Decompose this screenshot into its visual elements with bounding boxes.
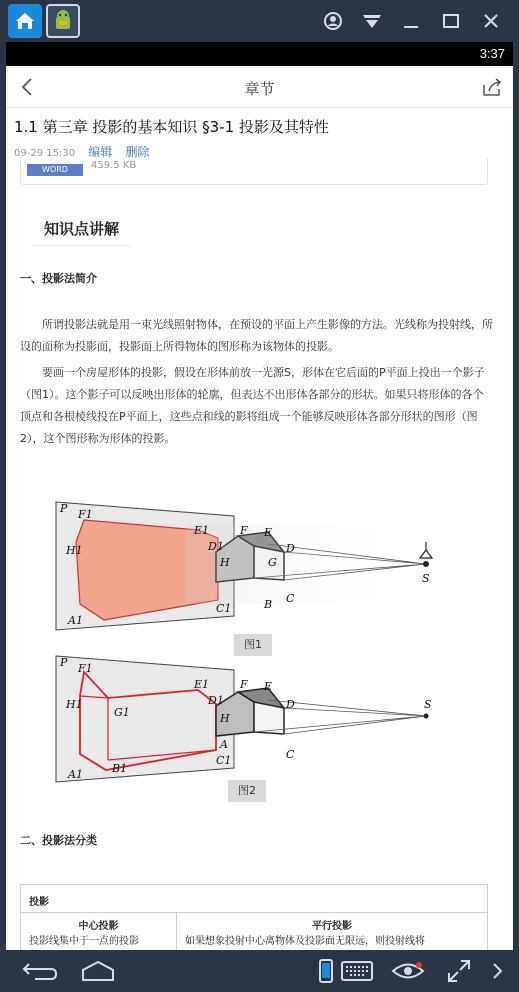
label2-C: C — [286, 748, 295, 761]
label-B: B — [264, 598, 273, 611]
label-D1: D1 — [208, 540, 224, 553]
delete-link[interactable]: 删除 — [125, 145, 150, 159]
central-projection-text: 投影线集中于一点的投影 — [29, 936, 139, 947]
label2-H: H — [220, 712, 230, 725]
subheading-classification: 二、投影法分类 — [20, 834, 97, 847]
label2-F1: F1 — [78, 662, 93, 675]
app-header — [6, 66, 513, 108]
figure-1-caption: 图1 — [234, 634, 272, 656]
label-F: F — [240, 524, 248, 537]
figure-1 — [36, 494, 456, 654]
central-projection-head: 中心投影 — [78, 921, 119, 932]
label2-A1: A1 — [68, 768, 83, 781]
label2-E1: E1 — [194, 678, 210, 691]
figure-2-caption: 图2 — [228, 780, 266, 802]
label2-G1: G1 — [114, 706, 130, 719]
label-A1: A1 — [68, 614, 83, 627]
label-D: D — [286, 542, 295, 555]
parallel-projection-head: 平行投影 — [312, 921, 352, 932]
label2-H1: H1 — [66, 698, 83, 711]
label-H1: H1 — [66, 544, 83, 557]
label2-B1: B1 — [112, 762, 128, 775]
close-icon[interactable] — [478, 8, 504, 34]
label-S: S — [422, 572, 430, 585]
paragraph-house: 要画一个房屋形体的投影，假设在形体前放一光源S，形体在它后面的P平面上投出一个影子（图1）。这个影子可以反映出形体的轮廓，但表达不出形体各部分的形状。如果只将形体的各个顶点和各根棱线投在P平面上，这些点和线的影将组成一个能够反映形体各部分形状的图形（图2），这个图形称为形体的投影。 — [20, 366, 485, 445]
table-row — [21, 913, 487, 950]
classification-table — [20, 884, 488, 950]
keyboard-icon[interactable] — [340, 958, 374, 984]
subheading-intro: 一、投影法简介 — [20, 272, 97, 285]
share-icon[interactable] — [481, 76, 503, 98]
label-E1: E1 — [194, 524, 210, 537]
label2-A: A — [220, 738, 228, 751]
label-E: E — [264, 526, 273, 539]
label-F1: F1 — [78, 508, 93, 521]
parallel-projection-text: 如果想象投射中心离物体及投影面无限远，则投射线将 — [185, 936, 425, 947]
label-H: H — [220, 556, 230, 569]
android-status-bar — [6, 42, 513, 66]
attachment-card[interactable] — [20, 158, 488, 185]
article-title: 1.1 第三章 投影的基本知识 §3-1 投影及其特性 — [14, 118, 329, 136]
figure-2 — [36, 650, 456, 804]
label2-P: P — [60, 656, 68, 669]
file-size: 459.5 KB — [91, 160, 137, 171]
label2-F: F — [240, 678, 248, 691]
header-title: 章节 — [244, 80, 275, 98]
edit-link[interactable]: 编辑 — [88, 145, 113, 159]
android-game-icon[interactable] — [46, 4, 80, 38]
table-header: 投影 — [21, 885, 487, 913]
file-type-badge: WORD — [27, 164, 83, 176]
eye-icon[interactable] — [390, 958, 426, 984]
label2-S: S — [424, 698, 432, 711]
figure-2-diagram — [36, 650, 456, 786]
minimize-icon[interactable] — [398, 8, 424, 34]
label-C1: C1 — [216, 602, 232, 615]
wifi-icon[interactable] — [359, 8, 385, 34]
label2-D: D — [286, 698, 295, 711]
home-icon[interactable] — [78, 958, 118, 984]
emulator-right-border — [513, 42, 519, 950]
paragraph-intro: 所谓投影法就是用一束光线照射物体，在预设的平面上产生影像的方法。光线称为投射线，所设的面称为投影面，投影面上所得物体的图形称为该物体的投影。 — [20, 318, 493, 353]
maximize-icon[interactable] — [438, 8, 464, 34]
account-icon[interactable] — [320, 8, 346, 34]
more-icon[interactable] — [488, 958, 506, 984]
table-cell-parallel — [177, 913, 487, 950]
emulator-top-bar — [0, 0, 519, 42]
label2-C1: C1 — [216, 754, 232, 767]
figure-1-diagram — [36, 494, 456, 634]
fullscreen-icon[interactable] — [446, 958, 472, 984]
article-date: 09-29 15:30 — [14, 148, 76, 159]
label2-D1: D1 — [208, 694, 224, 707]
label2-E: E — [264, 680, 273, 693]
home-app-icon[interactable] — [8, 4, 42, 38]
article-content[interactable] — [6, 108, 513, 950]
table-cell-central — [21, 913, 177, 950]
label-P: P — [60, 502, 68, 515]
emulator-bottom-bar — [0, 950, 519, 992]
label-C: C — [286, 592, 295, 605]
status-time: 3:37 — [479, 46, 505, 61]
label-G: G — [268, 556, 277, 569]
back-icon[interactable] — [20, 958, 60, 984]
section-heading: 知识点讲解 — [32, 216, 131, 246]
phone-mode-icon[interactable] — [316, 958, 336, 984]
